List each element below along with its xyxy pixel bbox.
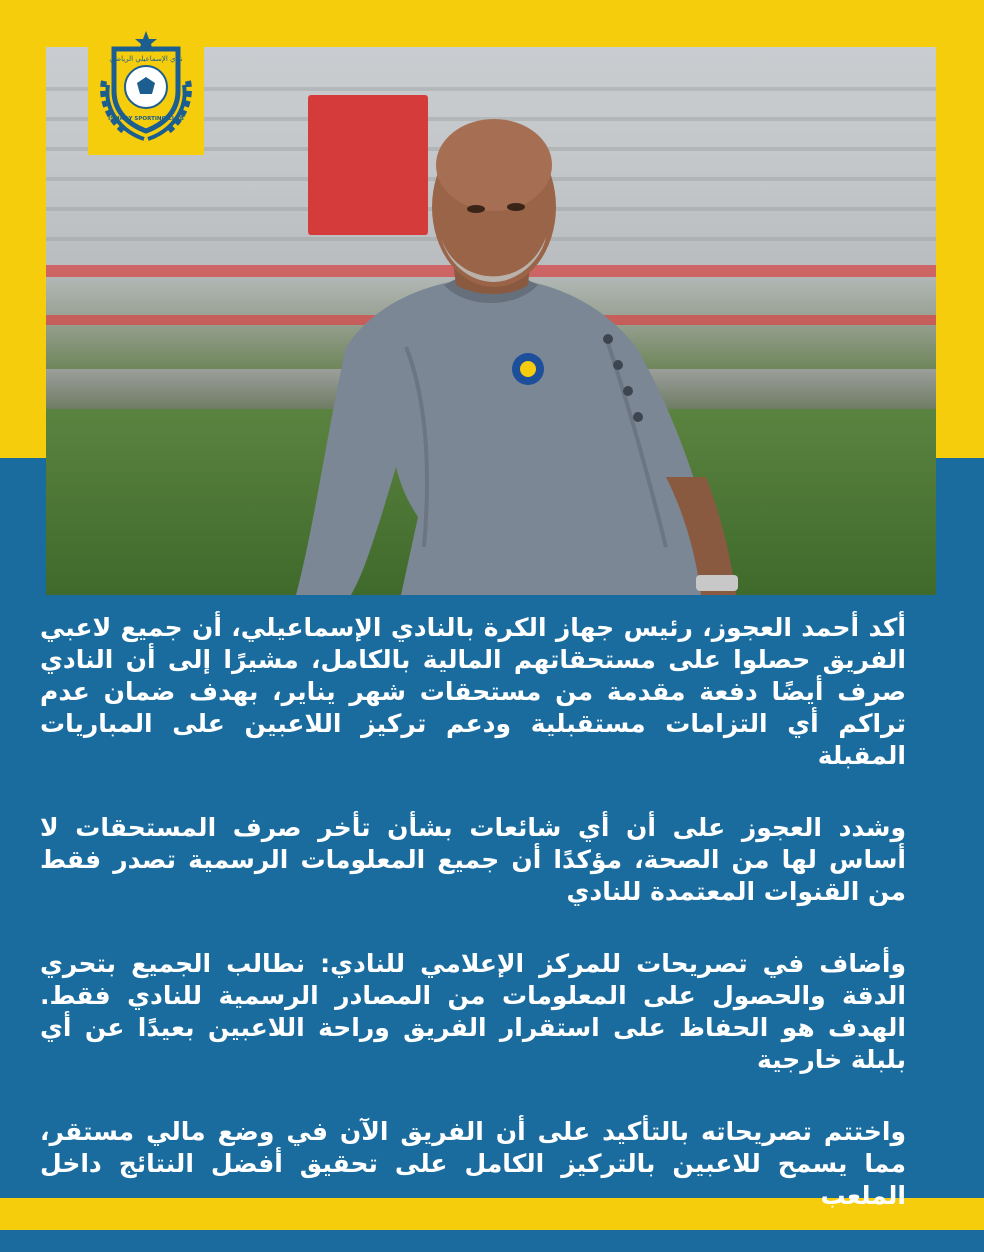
article-paragraph: أكد أحمد العجوز، رئيس جهاز الكرة بالنادي الإسماعيلي، أن جميع لاعبي الفريق حصلوا على مستحقاتهم المالية بالكامل، مشيرًا إلى أن النادي صرف أيضًا دفعة مقدمة من مستحقات شهر يناير، بهدف ضمان عدم تراكم أي التزامات مستقبلية ودعم تركيز اللاعبين على المباريات المقبلة (40, 613, 906, 770)
logo-text-bottom: ISMAILY SPORTING CLUB (108, 115, 184, 122)
article-paragraph: واختتم تصريحاته بالتأكيد على أن الفريق الآن في وضع مالي مستقر، مما يسمح للاعبين بالتركيز الكامل على تحقيق أفضل النتائج داخل الملعب (40, 1117, 906, 1210)
ismaily-club-crest-icon (94, 21, 198, 149)
article-paragraph: وأضاف في تصريحات للمركز الإعلامي للنادي: نطالب الجميع بتحري الدقة والحصول على المعلومات من المصادر الرسمية للنادي فقط. الهدف هو الحفاظ على استقرار الفريق وراحة اللاعبين بعيدًا عن أي بلبلة خارجية (40, 949, 906, 1074)
logo-text-top: نادي الإسماعيلي الرياضي (109, 54, 183, 63)
article-paragraph: وشدد العجوز على أن أي شائعات بشأن تأخر صرف المستحقات لا أساس لها من الصحة، مؤكدًا أن جميع المعلومات الرسمية تصدر فقط من القنوات المعتمدة للنادي (40, 813, 906, 906)
club-logo (88, 14, 204, 155)
article-body (40, 612, 906, 1252)
